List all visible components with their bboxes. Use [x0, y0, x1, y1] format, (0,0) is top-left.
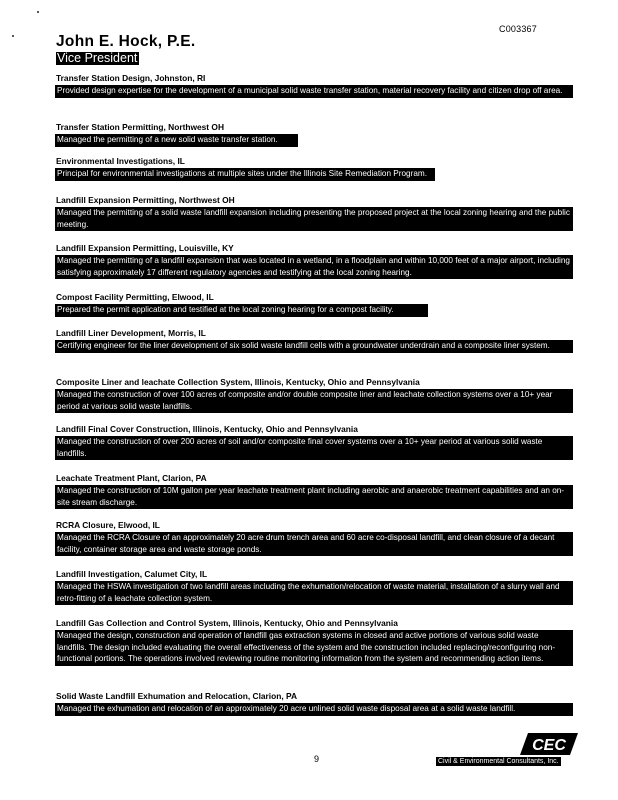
- project-entry: [55, 424, 583, 460]
- project-description: Managed the permitting of a solid waste landfill expansion including presenting the proposed project at the local zoning hearing and the public meeting.: [55, 207, 573, 231]
- project-title: Landfill Expansion Permitting, Northwest OH: [56, 195, 235, 205]
- project-entry: [55, 691, 583, 716]
- project-entry: [55, 292, 583, 317]
- project-entry: [55, 122, 583, 147]
- project-title: Solid Waste Landfill Exhumation and Relocation, Clarion, PA: [56, 691, 298, 701]
- project-title: Landfill Investigation, Calumet City, IL: [56, 569, 208, 579]
- project-title: Transfer Station Permitting, Northwest OH: [56, 122, 224, 132]
- project-title: Landfill Gas Collection and Control System, Illinois, Kentucky, Ohio and Pennsylvania: [56, 618, 398, 628]
- company-name: Civil & Environmental Consultants, Inc.: [438, 758, 559, 765]
- project-description: Managed the permitting of a landfill expansion that was located in a wetland, in a floodplain and within 10,000 feet of a major airport, including satisfying approximately 17 different regulatory agencies and testifying at the local zoning hearing.: [55, 255, 573, 279]
- project-entry: [55, 520, 583, 556]
- project-entry: [55, 73, 583, 98]
- project-title: Leachate Treatment Plant, Clarion, PA: [56, 473, 207, 483]
- project-description: Principal for environmental investigations at multiple sites under the Illinois Site Remediation Program.: [55, 168, 435, 181]
- project-description: Managed the construction of over 200 acres of soil and/or composite final cover systems over a 10+ year period at various solid waste landfills.: [55, 436, 573, 460]
- project-description: Managed the construction of over 100 acres of composite and/or double composite liner and leachate collection systems over a 10+ year period at various solid waste landfills.: [55, 389, 573, 413]
- project-title: RCRA Closure, Elwood, IL: [56, 520, 160, 530]
- page-number: 9: [314, 754, 320, 764]
- project-entry: [55, 243, 583, 279]
- project-description: Provided design expertise for the development of a municipal solid waste transfer station, material recovery facility and citizen drop off area.: [55, 85, 573, 98]
- project-entry: [55, 618, 583, 666]
- project-description: Managed the design, construction and operation of landfill gas extraction systems in closed and active portions of various solid waste landfills. The design included evaluating the overall effectiveness of the system and the construction included replacing/reconfiguring non-functional portions. The operations involved reviewing routine monitoring information from the system and recommending action items.: [55, 630, 573, 666]
- project-title: Landfill Liner Development, Morris, IL: [56, 328, 206, 338]
- project-title: Transfer Station Design, Johnston, RI: [56, 73, 206, 83]
- project-description: Prepared the permit application and testified at the local zoning hearing for a compost facility.: [55, 304, 428, 317]
- person-name: John E. Hock, P.E.: [56, 33, 196, 50]
- project-entry: [55, 195, 583, 231]
- scan-speck: [37, 11, 39, 13]
- project-description: Managed the HSWA investigation of two landfill areas including the exhumation/relocation of waste material, installation of a slurry wall and retro-fitting of a leachate collection system.: [55, 581, 573, 605]
- project-entry: [55, 328, 583, 353]
- project-title: Environmental Investigations, IL: [56, 156, 185, 166]
- project-description: Certifying engineer for the liner development of six solid waste landfill cells with a groundwater underdrain and a composite liner system.: [55, 340, 573, 353]
- project-title: Compost Facility Permitting, Elwood, IL: [56, 292, 214, 302]
- project-entry: [55, 569, 583, 605]
- project-description: Managed the permitting of a new solid waste transfer station.: [55, 134, 298, 147]
- project-title: Composite Liner and leachate Collection System, Illinois, Kentucky, Ohio and Pennsylvania: [56, 377, 420, 387]
- cec-logo: [520, 733, 578, 755]
- project-entry: [55, 156, 583, 181]
- document-id: C003367: [499, 24, 537, 34]
- project-entry: [55, 377, 583, 413]
- project-description: Managed the exhumation and relocation of an approximately 20 acre unlined solid waste disposal area at a solid waste landfill.: [55, 703, 573, 716]
- logo-text: CEC: [532, 737, 566, 754]
- project-description: Managed the construction of 10M gallon per year leachate treatment plant including aerobic and anaerobic treatment capabilities and an on-site stream discharge.: [55, 485, 573, 509]
- person-title: Vice President: [57, 51, 138, 65]
- project-title: Landfill Final Cover Construction, Illinois, Kentucky, Ohio and Pennsylvania: [56, 424, 358, 434]
- project-title: Landfill Expansion Permitting, Louisville, KY: [56, 243, 234, 253]
- project-entry: [55, 473, 583, 509]
- project-description: Managed the RCRA Closure of an approximately 20 acre drum trench area and 60 acre co-disposal landfill, and clean closure of a decant facility, container storage area and waste storage ponds.: [55, 532, 573, 556]
- scan-speck: [12, 35, 14, 37]
